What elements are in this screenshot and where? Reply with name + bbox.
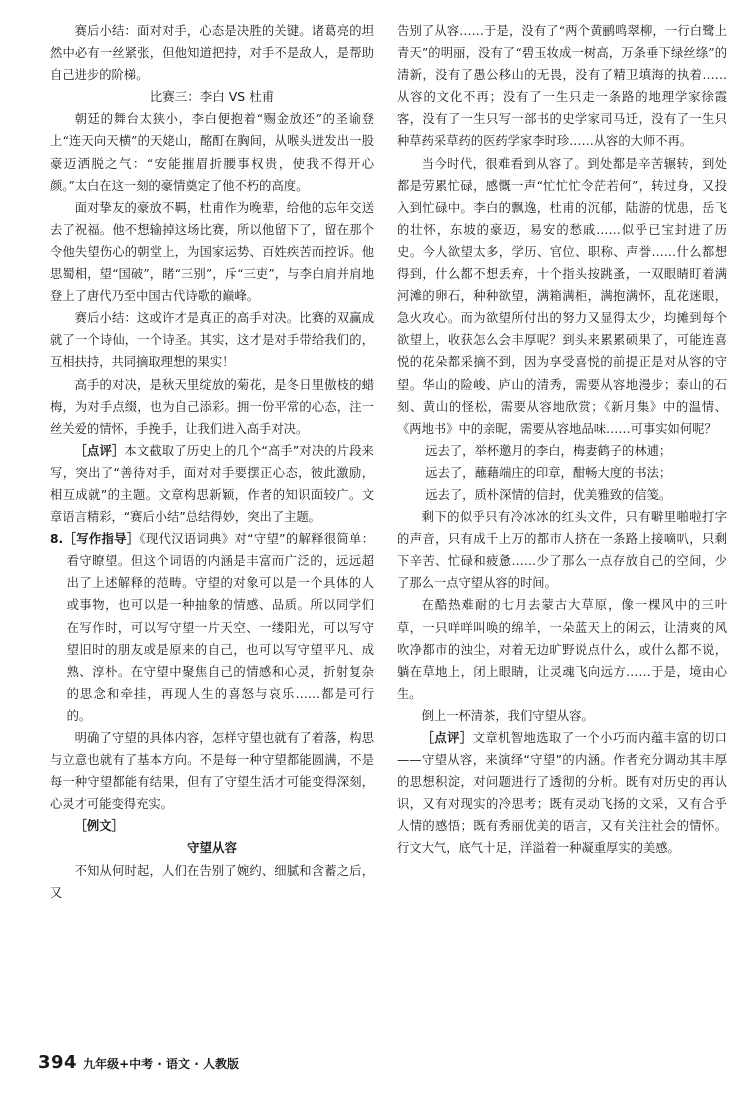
essay-title: 守望从容 — [186, 840, 237, 856]
writing-guide-paragraph: 明确了守望的具体内容，怎样守望也就有了着落，构思与立意也就有了基本方向。不是每一种守望都能圆满，不是每一种守望都能有结果，但有了守望生活才可能变得深刻，心灵才可能变得充实。 — [50, 731, 374, 812]
body-paragraph: 面对挚友的豪放不羁，杜甫作为晚辈，给他的忘年交送去了祝福。他不想输掉这场比赛，所以他留下了，留在那个令他失望伤心的朝堂上，为国家运势、百姓疾苦而控诉。他思蜀相，望“国破”，睹“三别”，斥“三吏”，与李白肩并肩地登上了唐代乃至中国古代诗歌的巅峰。 — [50, 200, 374, 304]
body-paragraph: 高手的对决，是秋天里绽放的菊花，是冬日里傲枝的蜡梅，为对手点缀，也为自己添彩。拥一份平常的心态，注一丝关爱的情怀，手挽手，让我们进入高手对决。 — [50, 377, 374, 436]
comment-paragraph — [397, 727, 727, 860]
summary-paragraph: 赛后小结：面对对手，心态是决胜的关键。诸葛亮的坦然中必有一丝紧张，但他知道把持，对手不是敌人，是帮助自己进步的阶梯。 — [50, 24, 374, 83]
example-label: ［例文］ — [74, 819, 124, 834]
essay-paragraph: 当今时代，很难看到从容了。到处都是辛苦辗转，到处都是劳累忙碌，感慨一声“忙忙忙令茫若何”，转过身，又投入到忙碌中。李白的飘逸，杜甫的沉郁，陆游的忧患，岳飞的壮怀，东坡的豪迈，易安的愁戚……似乎已宝封进了历史。今人欲望太多，学历、官位、职称、声誉……什么都想得到，什么都不想丢弃，十个指头按跳蚤，一双眼睛盯着满河滩的卵石，种种欲望，满箱满柜，满抱满怀，乱花迷眼，急火攻心。而为欲望所付出的努力又显得太少，均摊到每个欲望上，收获怎么会丰厚呢？到头来累累硕果了，可能连喜悦的花朵都采摘不到，因为享受喜悦的前提正是对从容的守望。华山的险峻、庐山的清秀，需要从容地漫步；泰山的石刻、黄山的怪松，需要从容地欣赏；《新月集》中的温情、《两地书》中的亲昵，需要从容地品味……可事实如何呢？ — [397, 156, 727, 436]
comment-paragraph — [50, 440, 374, 528]
essay-paragraph: 倒上一杯清茶，我们守望从容。 — [421, 708, 594, 723]
left-column — [50, 20, 374, 904]
match-heading: 比赛三：李白 VS 杜甫 — [149, 89, 275, 105]
comment-label: ［点评］ — [74, 443, 125, 458]
right-column — [397, 20, 727, 860]
essay-paragraph: 剩下的似乎只有冷冰冰的红头文件，只有噼里啪啦打字的声音，只有成千上万的都市人挤在一条路上接嘀叭，只剩下辛苦、忙碌和疲惫……少了那么一点存放自己的空间，少了那么一点守望从容的时间。 — [397, 510, 727, 591]
comment-text: 文章机智地选取了一个小巧而内蕴丰富的切口——守望从容，来演绎“守望”的内涵。作者充分调动其丰厚的思想积淀，对问题进行了透彻的分析。既有对历史的再认识，又有对现实的冷思考；既有灵动飞扬的文采，又有合乎人情的感悟；既有秀丽优美的语言，又有关注社会的情怀。行文大气，底气十足，洋溢着一种凝重厚实的美感。 — [397, 731, 727, 856]
poem-line: 远去了，举杯邀月的李白，梅妻鹤子的林逋； — [425, 443, 672, 458]
comment-label: ［点评］ — [421, 731, 473, 745]
summary-paragraph: 赛后小结：这或许才是真正的高手对决。比赛的双赢成就了一个诗仙，一个诗圣。其实，这才是对手带给我们的，互相扶持，共同摘取理想的果实！ — [50, 311, 374, 370]
essay-paragraph: 告别了从容……于是，没有了“两个黄鹂鸣翠柳，一行白鹭上青天”的明丽，没有了“碧玉妆成一树高，万条垂下绿丝绦”的清新，没有了愚公移山的无畏，没有了精卫填海的执着……从容的文化不再；没有了一生只走一条路的地理学家徐霞客，没有了一生只写一部书的史学家司马迁，没有了一生只种草药采草药的医药学家李时珍……从容的大师不再。 — [397, 24, 727, 149]
poem-line: 远去了，蘸藉端庄的印章，酣畅大度的书法； — [425, 465, 672, 480]
poem-line: 远去了，质朴深情的信封，优美雅致的信笺。 — [425, 487, 672, 502]
essay-paragraph: 在酷热难耐的七月去蒙古大草原，像一棵风中的三叶草，一只咩咩叫唤的绵羊，一朵蓝天上的闲云，让清爽的风吹净都市的浊尘，对着无边旷野说点什么，或什么都不说，躺在草地上，闭上眼睛，让灵魂飞向远方……于是，境由心生。 — [397, 598, 727, 701]
book-title: 九年级+中考 · 语文 · 人教版 — [83, 1057, 239, 1071]
writing-guide-text: 《现代汉语词典》对“守望”的解释很简单：看守瞭望。但这个词语的内涵是丰富而广泛的，远远超出了上述解释的范畴。守望的对象可以是一个具体的人或事物，也可以是一种抽象的情感、品质。所以同学们在写作时，可以写守望一片天空、一缕阳光，可以写守望旧时的朋友或是原来的自己，也可以写守望平凡、成熟、淳朴。在守望中聚焦自己的情感和心灵，折射复杂的思念和牵挂，再现人生的喜怒与哀乐……都是可行的。 — [66, 532, 375, 723]
essay-paragraph: 不知从何时起，人们在告别了婉约、细腻和含蓄之后，又 — [50, 863, 374, 900]
body-paragraph: 朝廷的舞台太狭小，李白便抱着“赐金放还”的圣谕登上“连天向天横”的天姥山，酩酊在胸间，从喉头迸发出一股豪迈洒脱之气：“安能摧眉折腰事权贵，使我不得开心颜。”太白在这一刻的豪情奠定了他不朽的高度。 — [50, 112, 374, 193]
comment-text: 本文截取了历史上的几个“高手”对决的片段来写，突出了“善待对手，面对对手要摆正心态，彼此激励，相互成就”的主题。文章构思新颖，作者的知识面较广。文章语言精彩，“赛后小结”总结得妙，突出了主题。 — [50, 443, 374, 525]
page-footer — [38, 1052, 239, 1073]
page-number: 394 — [38, 1052, 78, 1073]
item-label: 8.［写作指导］ — [50, 532, 140, 547]
writing-guide-paragraph — [50, 528, 374, 727]
